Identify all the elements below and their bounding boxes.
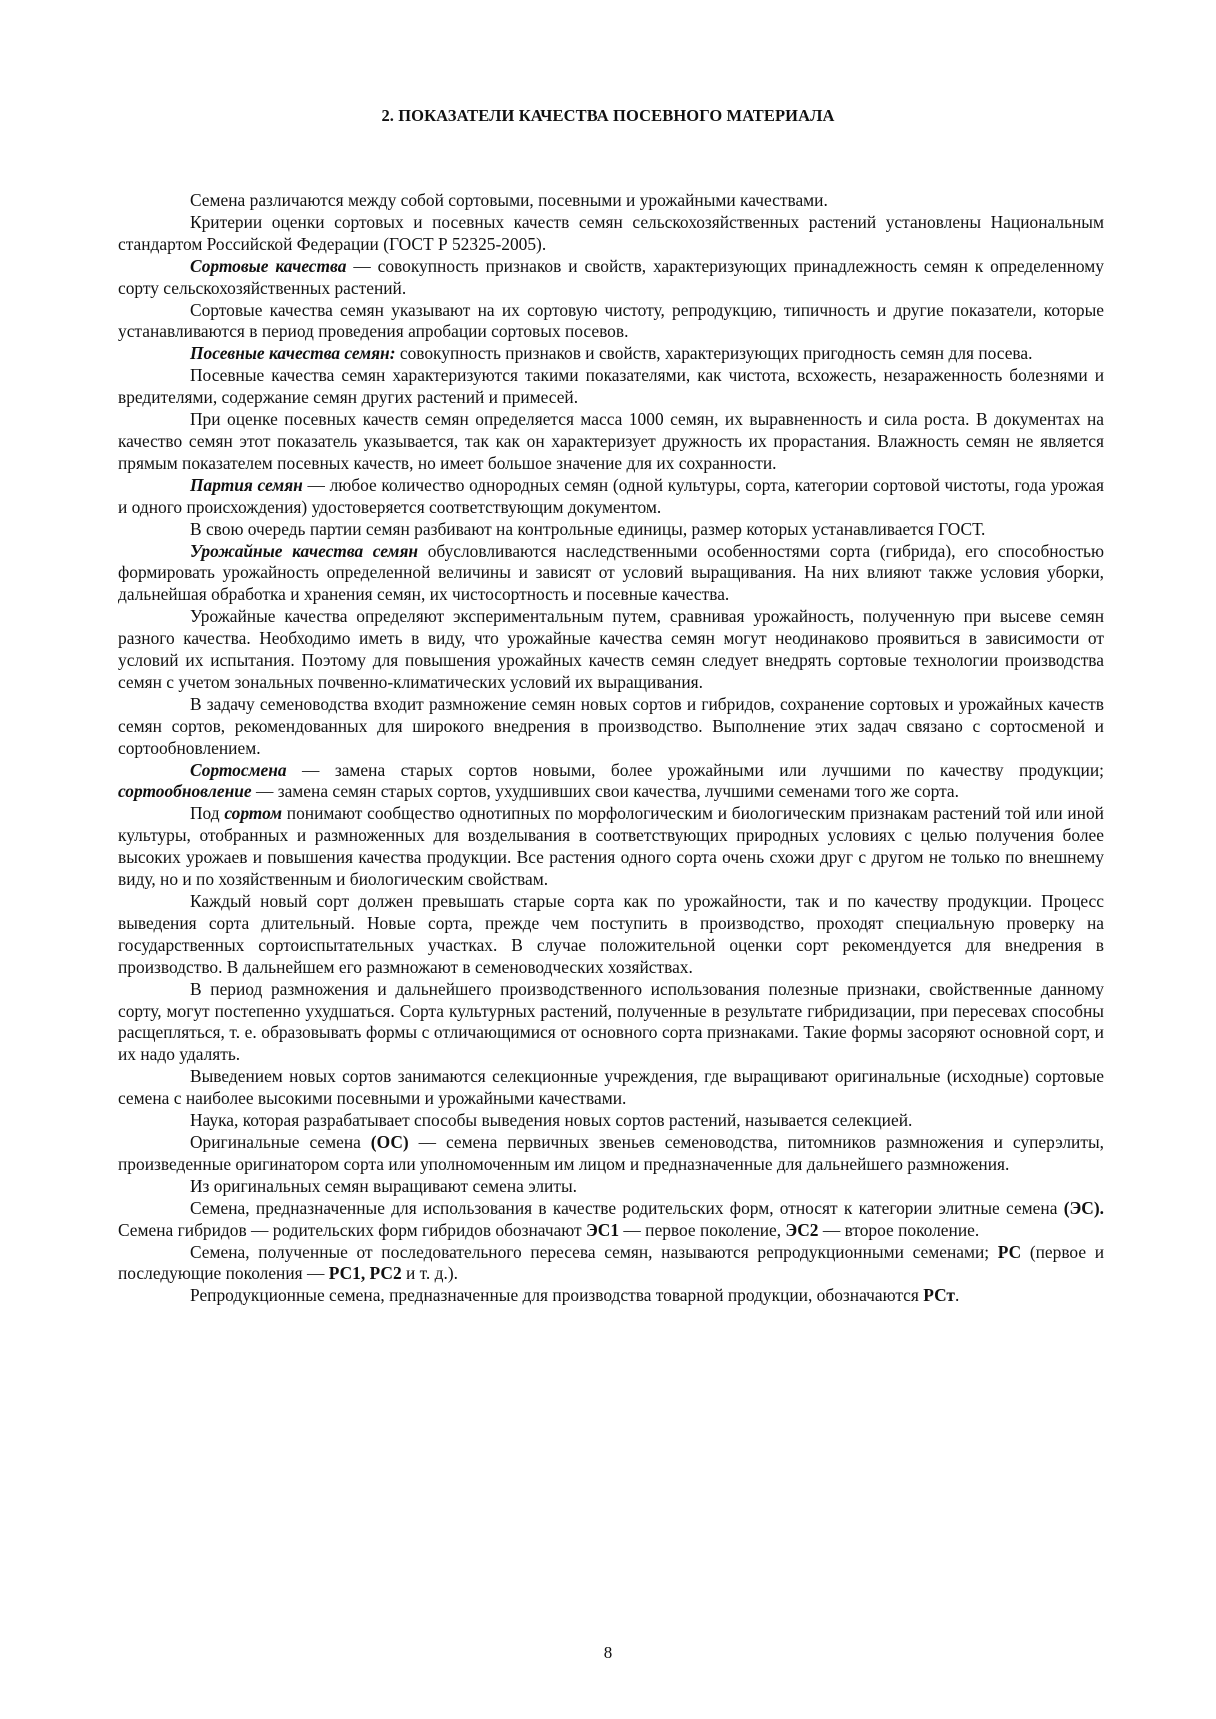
emphasized-term: сортообновление	[118, 781, 252, 802]
paragraph-text: — замена старых сортов новыми, более урожайными или лучшими по качеству продукции;	[286, 759, 1104, 780]
emphasized-term: сортом	[224, 803, 283, 824]
paragraph-text: В задачу семеноводства входит размножение семян новых сортов и гибридов, сохранение сортовых и урожайных качеств семян сортов, рекомендованных для широкого внедрения в производство. Выполнение этих задач связано с сортосменой и сортообновлением.	[118, 693, 1104, 758]
paragraph-text: — замена семян старых сортов, ухудшивших свои качества, лучшими семенами того же сорта.	[251, 781, 959, 802]
paragraph-text: Посевные качества семян характеризуются такими показателями, как чистота, всхожесть, незараженность болезнями и вредителями, содержание семян других растений и примесей.	[118, 365, 1104, 408]
paragraph	[118, 519, 1104, 541]
paragraph	[118, 803, 1104, 891]
paragraph-text: .	[954, 1285, 960, 1306]
paragraph	[118, 694, 1104, 760]
paragraph	[118, 760, 1104, 804]
paragraph	[118, 891, 1104, 979]
emphasized-term: (ОС)	[370, 1131, 409, 1152]
paragraph-text: Сортовые качества семян указывают на их сортовую чистоту, репродукцию, типичность и другие показатели, которые устанавливаются в период проведения апробации сортовых посевов.	[118, 299, 1104, 342]
paragraph	[118, 475, 1104, 519]
paragraph	[118, 300, 1104, 344]
paragraph-text: понимают сообщество однотипных по морфологическим и биологическим признакам растений той или иной культуры, отобранных и размноженных для возделывания в соответствующих природных условиях с целью получения более высоких урожаев и повышения качества продукции. Все растения одного сорта очень схожи друг с другом не только по внешнему виду, но и по хозяйственным и биологическим свойствам.	[118, 803, 1104, 890]
emphasized-term: (ЭС).	[1063, 1197, 1104, 1218]
paragraph-text: и т. д.).	[401, 1263, 458, 1284]
paragraph-text: — первое поколение,	[619, 1219, 786, 1240]
paragraph-text: В свою очередь партии семян разбивают на контрольные единицы, размер которых устанавливается ГОСТ.	[190, 518, 986, 539]
paragraph	[118, 1110, 1104, 1132]
page-number: 8	[603, 1643, 613, 1662]
paragraph-text: Семена, предназначенные для использования в качестве родительских форм, относят к категории элитные семена	[190, 1197, 1064, 1218]
paragraph-text: Репродукционные семена, предназначенные для производства товарной продукции, обозначаются	[190, 1285, 924, 1306]
paragraph-text: Оригинальные семена	[190, 1131, 371, 1152]
emphasized-term: Сортовые качества	[190, 255, 347, 276]
paragraph-text: совокупность признаков и свойств, характеризующих пригодность семян для посева.	[395, 343, 1033, 364]
paragraph	[118, 1176, 1104, 1198]
paragraph	[118, 1132, 1104, 1176]
paragraph-text: — второе поколение.	[818, 1219, 980, 1240]
paragraph-text: — любое количество однородных семян (одной культуры, сорта, категории сортовой чистоты, года урожая и одного происхождения) удостоверяется соответствующим документом.	[118, 474, 1104, 517]
paragraph	[118, 979, 1104, 1067]
emphasized-term: Сортосмена	[190, 759, 287, 780]
paragraph	[118, 1198, 1104, 1242]
paragraph-text: При оценке посевных качеств семян определяется масса 1000 семян, их выравненность и сила роста. В документах на качество семян этот показатель указывается, так как он характеризует дружность их прорастания. Влажность семян не является прямым показателем посевных качеств, но имеет большое значение для их сохранности.	[118, 409, 1104, 473]
paragraph	[118, 212, 1104, 256]
paragraph-text: Под	[190, 803, 225, 824]
paragraph-text: Каждый новый сорт должен превышать старые сорта как по урожайности, так и по качеству продукции. Процесс выведения сорта длительный. Новые сорта, прежде чем поступить в производство, проходят специальную проверку на государственных сортоиспытательных участках. В случае положительной оценки сорт рекомендуется для внедрения в производство. В дальнейшем его размножают в семеноводческих хозяйствах.	[118, 891, 1104, 977]
emphasized-term: РСт	[923, 1285, 955, 1306]
paragraph-text: Урожайные качества определяют экспериментальным путем, сравнивая урожайность, полученную при высеве семян разного качества. Необходимо иметь в виду, что урожайные качества семян могут неодинаково проявиться в зависимости от условий их испытания. Поэтому для повышения урожайных качеств семян следует внедрять сортовые технологии производства семян с учетом зональных почвенно-климатических условий их выращивания.	[118, 606, 1104, 692]
paragraph	[118, 190, 1104, 212]
emphasized-term: Партия семян	[190, 474, 303, 495]
paragraph-text: — семена первичных звеньев семеноводства, питомников размножения и суперэлиты, произведенные оригинатором сорта или уполномоченным им лицом и предназначенные для дальнейшего размножения.	[118, 1131, 1104, 1174]
emphasized-term: ЭС1	[586, 1219, 620, 1240]
paragraph-text: Семена различаются между собой сортовыми, посевными и урожайными качествами.	[190, 190, 828, 210]
emphasized-term: Урожайные качества семян	[190, 540, 419, 561]
paragraph-text: (первое и последующие поколения —	[118, 1241, 1105, 1284]
paragraph-text: — совокупность признаков и свойств, характеризующих принадлежность семян к определенному сорту сельскохозяйственных растений.	[118, 255, 1104, 298]
paragraph	[118, 541, 1104, 607]
paragraph-text: Семена гибридов — родительских форм гибридов обозначают	[118, 1219, 587, 1240]
paragraph-text: Наука, которая разрабатывает способы выведения новых сортов растений, называется селекцией.	[190, 1110, 913, 1131]
paragraph-text: Из оригинальных семян выращивают семена элиты.	[190, 1175, 577, 1196]
paragraph	[118, 1242, 1104, 1286]
emphasized-term: РС	[997, 1241, 1022, 1262]
paragraph-text: Семена, полученные от последовательного пересева семян, называются репродукционными семенами;	[190, 1241, 998, 1262]
paragraph	[118, 365, 1104, 409]
paragraph-text: В период размножения и дальнейшего производственного использования полезные признаки, свойственные данному сорту, могут постепенно ухудшаться. Сорта культурных растений, полученные в результате гибридизации, при пересевах способны расщепляться, т. е. образовывать формы с отличающимися от основного сорта признаками. Такие формы засоряют основной сорт, и их надо удалять.	[118, 978, 1104, 1065]
section-title: 2. ПОКАЗАТЕЛИ КАЧЕСТВА ПОСЕВНОГО МАТЕРИАЛА	[381, 106, 835, 125]
paragraph	[118, 606, 1104, 694]
paragraph	[118, 409, 1104, 475]
paragraph-text: Выведением новых сортов занимаются селекционные учреждения, где выращивают оригинальные (исходные) сортовые семена с наиболее высокими посевными и урожайными качествами.	[118, 1066, 1104, 1109]
paragraph	[118, 343, 1104, 365]
paragraph	[118, 1066, 1104, 1110]
paragraph	[118, 1285, 1104, 1307]
paragraph	[118, 256, 1104, 300]
emphasized-term: Посевные качества семян:	[190, 343, 396, 364]
emphasized-term: ЭС2	[785, 1219, 819, 1240]
paragraph-text: Критерии оценки сортовых и посевных качеств семян сельскохозяйственных растений установлены Национальным стандартом Российской Федерации (ГОСТ Р 52325-2005).	[118, 211, 1104, 254]
emphasized-term: РС1, РС2	[328, 1263, 402, 1284]
document-body	[118, 190, 1104, 1307]
paragraph-text: обусловливаются наследственными особенностями сорта (гибрида), его способностью формировать урожайность определенной величины и зависят от условий выращивания. На них влияют также условия уборки, дальнейшая обработка и хранения семян, их чистосортность и посевные качества.	[118, 540, 1104, 605]
